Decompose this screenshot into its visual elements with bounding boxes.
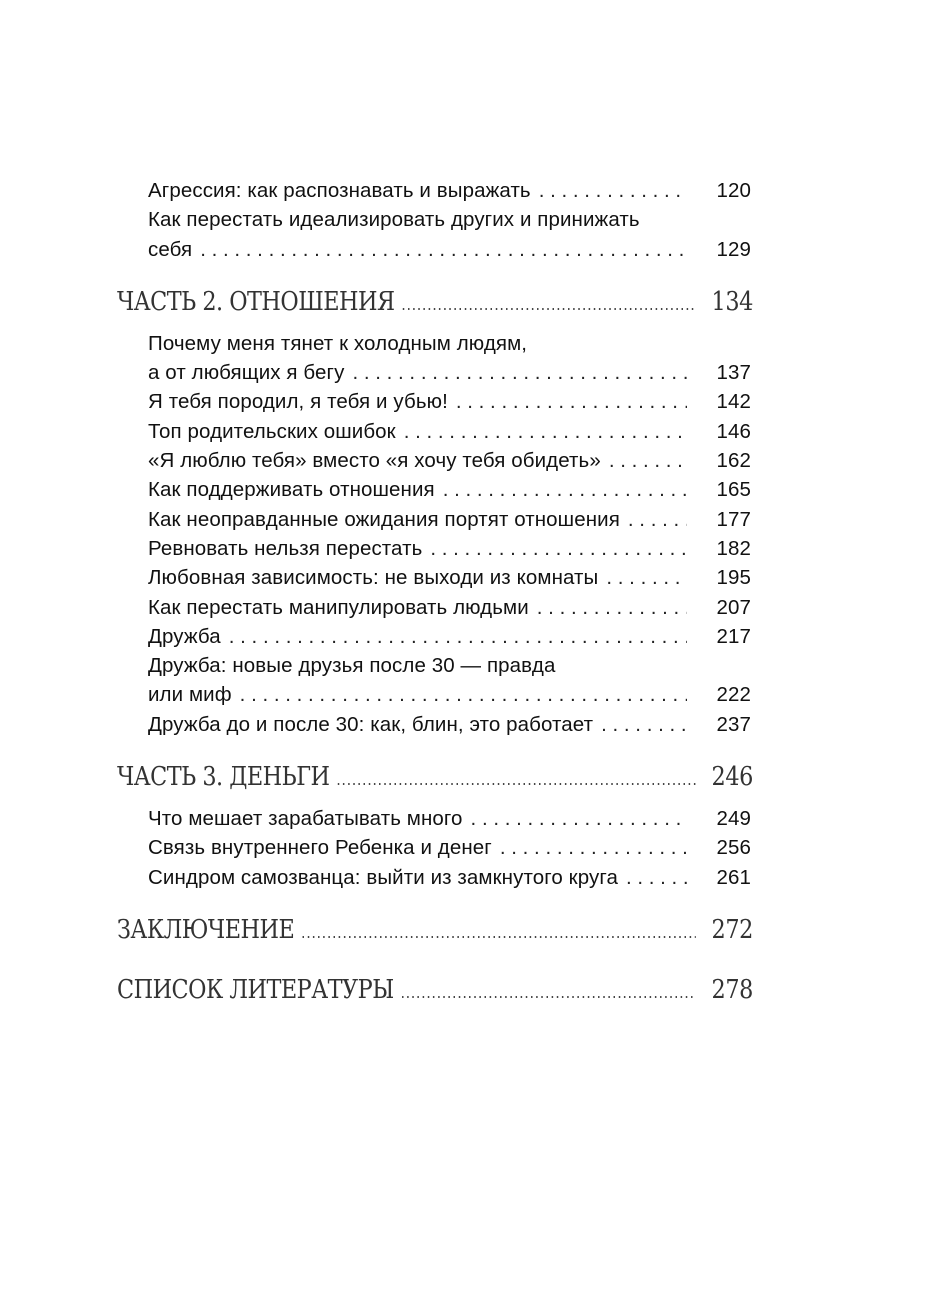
dot-leader xyxy=(200,235,687,264)
part-page: 246 xyxy=(711,762,753,793)
toc-entry-title-line2: или миф xyxy=(148,683,232,707)
dot-leader xyxy=(430,534,687,563)
dot-leader xyxy=(626,863,687,892)
toc-entry-page: 222 xyxy=(716,683,751,707)
toc-entry[interactable] xyxy=(117,387,751,416)
toc-entry[interactable] xyxy=(117,329,751,388)
dot-leader xyxy=(336,769,696,790)
toc-entry-page: 249 xyxy=(716,807,751,831)
dot-leader xyxy=(609,446,687,475)
toc-entry-title: Что мешает зарабатывать много xyxy=(148,807,463,831)
toc-entry-title: Агрессия: как распознавать и выражать xyxy=(148,179,531,202)
toc-entry[interactable] xyxy=(117,710,751,739)
toc-entry[interactable] xyxy=(117,593,751,622)
toc-entry[interactable] xyxy=(117,622,751,651)
dot-leader xyxy=(500,833,687,862)
toc-part-heading[interactable] xyxy=(117,762,751,792)
toc-entry-title-line1: Дружба: новые друзья после 30 — правда xyxy=(148,654,556,678)
toc-entry-title: Дружба xyxy=(148,624,221,648)
bibliography-page: 278 xyxy=(711,974,753,1005)
table-of-contents xyxy=(117,176,751,1005)
conclusion-title: ЗАКЛЮЧЕНИЕ xyxy=(117,914,295,945)
toc-entry[interactable] xyxy=(117,417,751,446)
toc-entry-page: 142 xyxy=(716,390,751,414)
toc-entry-page: 182 xyxy=(716,536,751,560)
toc-entry-page: 120 xyxy=(716,179,751,202)
toc-entry-title: Связь внутреннего Ребенка и денег xyxy=(148,836,492,860)
toc-entry[interactable] xyxy=(117,833,751,862)
toc-part-heading[interactable] xyxy=(117,915,751,945)
toc-entry-page: 165 xyxy=(716,478,751,502)
toc-entry[interactable] xyxy=(117,475,751,504)
dot-leader xyxy=(240,680,687,709)
toc-entry-title: Топ родительских ошибок xyxy=(148,419,396,443)
toc-entry-page: 195 xyxy=(716,566,751,590)
dot-leader xyxy=(539,176,687,205)
toc-entry-title-line1: Как перестать идеализировать других и принижать xyxy=(148,208,640,232)
dot-leader xyxy=(456,387,687,416)
toc-entry-title: Дружба до и после 30: как, блин, это работает xyxy=(148,712,594,736)
toc-entry-page: 237 xyxy=(716,712,751,736)
dot-leader xyxy=(401,982,696,1003)
toc-entry-page: 162 xyxy=(716,449,751,473)
dot-leader xyxy=(628,505,687,534)
toc-entry-title-line2: а от любящих я бегу xyxy=(148,361,345,385)
part-title: ЧАСТЬ 3. ДЕНЬГИ xyxy=(117,762,330,793)
toc-entry-title: Любовная зависимость: не выходи из комнаты xyxy=(148,566,599,590)
toc-entry-title: «Я люблю тебя» вместо «я хочу тебя обидеть» xyxy=(148,449,601,473)
dot-leader xyxy=(301,922,696,943)
dot-leader xyxy=(229,622,687,651)
bibliography-title: СПИСОК ЛИТЕРАТУРЫ xyxy=(117,974,394,1005)
toc-entry-page: 256 xyxy=(716,836,751,860)
conclusion-page: 272 xyxy=(711,914,753,945)
toc-part-heading[interactable] xyxy=(117,287,751,317)
toc-entry-page: 129 xyxy=(716,237,751,261)
toc-entry-title-line1: Почему меня тянет к холодным людям, xyxy=(148,331,528,355)
toc-entry[interactable] xyxy=(117,651,751,710)
dot-leader xyxy=(601,710,687,739)
toc-entry-title: Ревновать нельзя перестать xyxy=(148,536,423,560)
toc-entry-title: Как неоправданные ожидания портят отношения xyxy=(148,507,620,531)
toc-entry[interactable] xyxy=(117,804,751,833)
dot-leader xyxy=(401,294,696,315)
toc-entry[interactable] xyxy=(117,176,751,205)
part-title: ЧАСТЬ 2. ОТНОШЕНИЯ xyxy=(117,286,395,317)
toc-entry-title-line2: себя xyxy=(148,237,193,261)
toc-entry-page: 217 xyxy=(716,624,751,648)
toc-entry-title: Синдром самозванца: выйти из замкнутого круга xyxy=(148,865,618,889)
toc-entry[interactable] xyxy=(117,563,751,592)
toc-entry[interactable] xyxy=(117,534,751,563)
toc-entry[interactable] xyxy=(117,205,751,264)
toc-entry-page: 261 xyxy=(716,865,751,889)
toc-entry-page: 177 xyxy=(716,507,751,531)
toc-entry-page: 137 xyxy=(716,361,751,385)
toc-entry[interactable] xyxy=(117,863,751,892)
toc-entry[interactable] xyxy=(117,446,751,475)
dot-leader xyxy=(606,563,687,592)
toc-entry-page: 146 xyxy=(716,419,751,443)
toc-entry[interactable] xyxy=(117,505,751,534)
toc-part-heading[interactable] xyxy=(117,975,751,1005)
toc-entry-title: Как поддерживать отношения xyxy=(148,478,435,502)
toc-entry-title: Я тебя породил, я тебя и убью! xyxy=(148,390,448,414)
part-page: 134 xyxy=(711,286,753,317)
dot-leader xyxy=(471,804,687,833)
dot-leader xyxy=(443,475,687,504)
toc-entry-page: 207 xyxy=(716,595,751,619)
dot-leader xyxy=(352,358,687,387)
toc-entry-title: Как перестать манипулировать людьми xyxy=(148,595,529,619)
dot-leader xyxy=(404,417,687,446)
dot-leader xyxy=(537,593,687,622)
